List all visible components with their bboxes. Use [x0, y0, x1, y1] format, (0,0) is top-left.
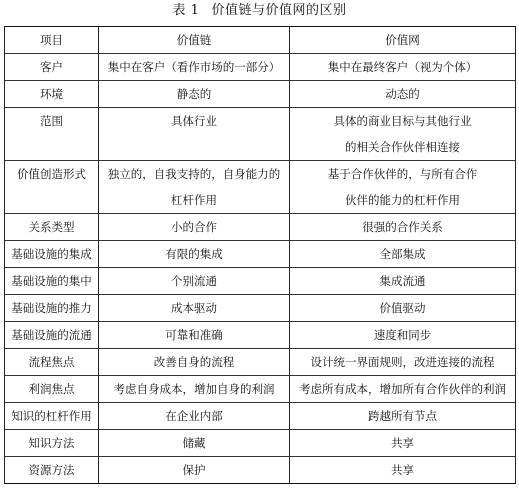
value-net-cell [290, 322, 516, 349]
value-chain-cell-line: 储藏 [182, 436, 206, 450]
table-row [5, 457, 516, 484]
value-net-cell-line: 速度和同步 [373, 328, 432, 342]
value-net-cell [290, 241, 516, 268]
comparison-table [4, 26, 516, 484]
value-net-cell-line: 很强的合作关系 [362, 220, 443, 234]
table-row [5, 349, 516, 376]
value-chain-cell [99, 349, 290, 376]
value-chain-cell-line: 具体行业 [171, 114, 217, 128]
value-net-cell [290, 81, 516, 108]
value-net-cell-line: 考虑所有成本，增加所有合作伙伴的利润 [299, 382, 506, 396]
table-row [5, 108, 516, 161]
value-chain-cell-line: 改善自身的流程 [153, 355, 235, 369]
value-net-cell-line: 动态的 [385, 87, 420, 101]
value-net-cell-line: 跨越所有节点 [368, 409, 437, 423]
value-net-cell-line: 集成流通 [379, 274, 426, 288]
row-item-label: 基础设施的集成 [5, 241, 99, 268]
table-row [5, 81, 516, 108]
row-item-label: 基础设施的流通 [5, 322, 99, 349]
value-net-cell-line: 全部集成 [379, 247, 426, 261]
value-net-cell [290, 430, 516, 457]
value-chain-cell [99, 295, 290, 322]
table-caption [0, 2, 519, 20]
value-net-cell [290, 214, 516, 241]
value-chain-cell-line: 小的合作 [171, 220, 217, 234]
value-net-cell [290, 161, 516, 214]
value-chain-cell-line: 在企业内部 [165, 409, 223, 423]
table-row [5, 295, 516, 322]
value-net-cell-line: 集中在最终客户（视为个体） [327, 60, 478, 74]
value-chain-cell-line: 集中在客户（看作市场的一部分） [107, 60, 281, 74]
value-net-cell [290, 54, 516, 81]
table-row [5, 54, 516, 81]
value-net-cell-line: 共享 [391, 436, 414, 450]
value-chain-cell [99, 241, 290, 268]
value-chain-cell [99, 430, 290, 457]
value-chain-cell-line: 有限的集成 [165, 247, 223, 261]
row-item-label: 客户 [5, 54, 99, 81]
value-chain-cell [99, 54, 290, 81]
table-row [5, 322, 516, 349]
header-value-chain: 价值链 [99, 27, 290, 54]
value-net-cell [290, 457, 516, 484]
value-chain-cell [99, 457, 290, 484]
table-row [5, 376, 516, 403]
row-item-label: 利润焦点 [5, 376, 99, 403]
table-title: 价值链与价值网的区别 [211, 3, 347, 18]
header-item: 项目 [5, 27, 99, 54]
value-net-cell [290, 376, 516, 403]
table-row [5, 430, 516, 457]
value-chain-cell [99, 108, 290, 161]
table-row [5, 214, 516, 241]
value-net-cell [290, 268, 516, 295]
value-net-cell-line: 伙伴的能力的杠杆作用 [345, 193, 460, 207]
value-chain-cell [99, 81, 290, 108]
value-net-cell-line: 的相关合作伙伴相连接 [345, 140, 460, 154]
value-chain-cell-line: 考虑自身成本，增加自身的利润 [113, 382, 275, 396]
value-net-cell-line: 基于合作伙伴的，与所有合作 [327, 167, 478, 181]
value-chain-cell-line: 静态的 [176, 87, 212, 101]
value-chain-cell [99, 214, 290, 241]
value-net-cell-line: 共享 [391, 463, 414, 477]
row-item-label: 范围 [5, 108, 99, 161]
table-row [5, 241, 516, 268]
header-value-net: 价值网 [290, 27, 516, 54]
row-item-label: 基础设施的推力 [5, 295, 99, 322]
value-chain-cell-line: 杠杆作用 [171, 193, 217, 207]
row-item-label: 流程焦点 [5, 349, 99, 376]
table-number: 表 1 [172, 3, 200, 18]
value-chain-cell-line: 独立的，自我支持的，自身能力的 [107, 167, 281, 181]
row-item-label: 价值创造形式 [5, 161, 99, 214]
value-chain-cell [99, 268, 290, 295]
value-chain-cell [99, 376, 290, 403]
value-net-cell-line: 设计统一界面规则，改进连接的流程 [310, 355, 495, 369]
value-chain-cell-line: 可靠和准确 [165, 328, 223, 342]
table-header-row [5, 27, 516, 54]
row-item-label: 关系类型 [5, 214, 99, 241]
value-chain-cell [99, 322, 290, 349]
table-row [5, 403, 516, 430]
value-chain-cell [99, 403, 290, 430]
value-chain-cell-line: 保护 [182, 463, 206, 477]
value-net-cell [290, 349, 516, 376]
value-chain-cell-line: 成本驱动 [171, 301, 217, 315]
value-chain-cell-line: 个别流通 [171, 274, 217, 288]
row-item-label: 知识的杠杆作用 [5, 403, 99, 430]
value-net-cell [290, 403, 516, 430]
table-row [5, 161, 516, 214]
row-item-label: 知识方法 [5, 430, 99, 457]
value-net-cell-line: 价值驱动 [379, 301, 426, 315]
value-net-cell [290, 108, 516, 161]
value-net-cell [290, 295, 516, 322]
table-row [5, 268, 516, 295]
value-net-cell-line: 具体的商业目标与其他行业 [333, 114, 472, 128]
value-chain-cell [99, 161, 290, 214]
row-item-label: 环境 [5, 81, 99, 108]
row-item-label: 基础设施的集中 [5, 268, 99, 295]
row-item-label: 资源方法 [5, 457, 99, 484]
